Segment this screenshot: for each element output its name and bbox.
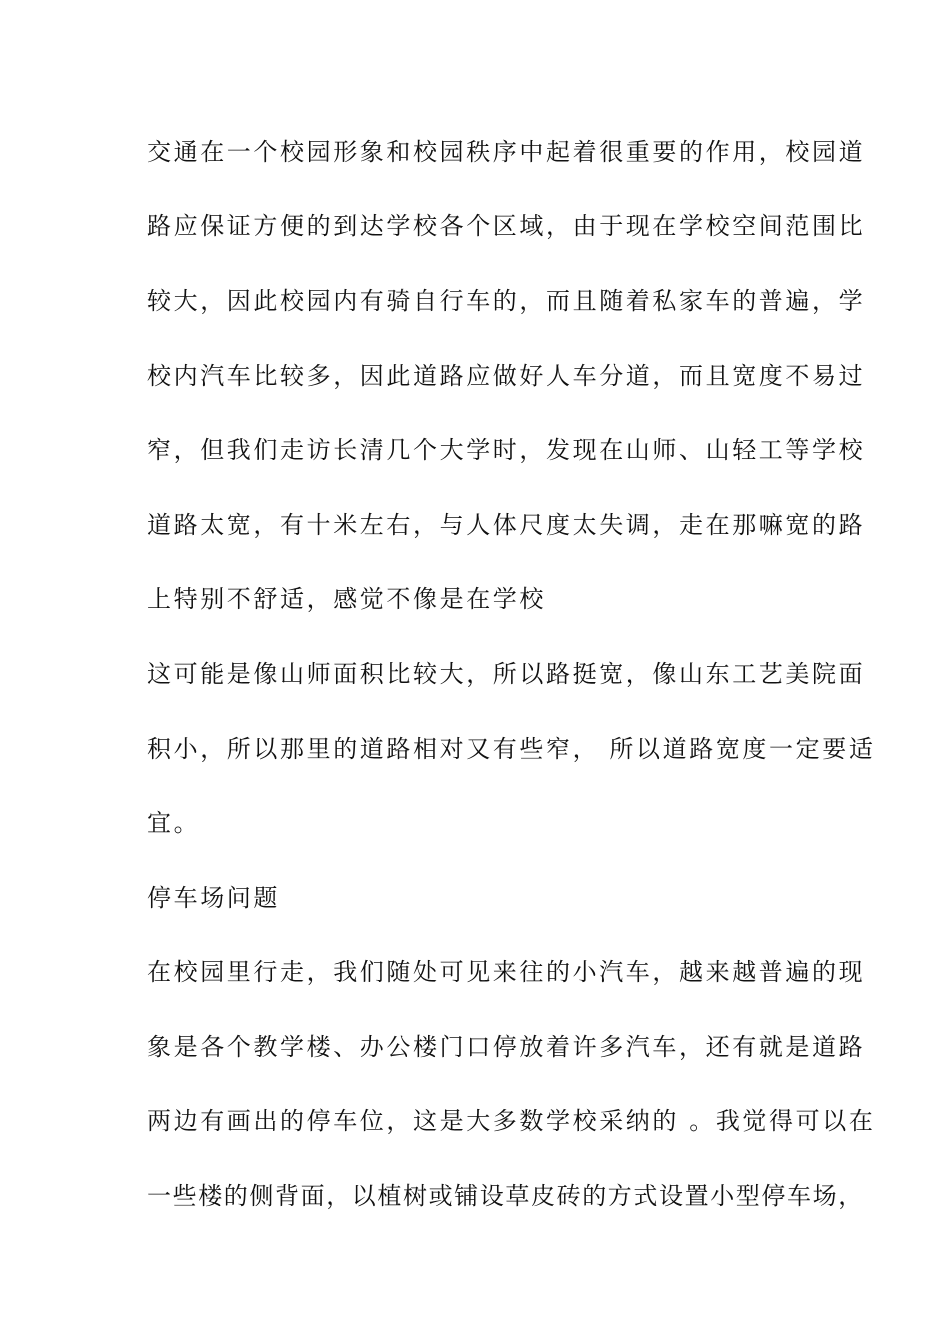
paragraph-3-line-1: 在校园里行走，我们随处可见来往的小汽车，越来越普遍的现	[147, 958, 866, 986]
paragraph-1-line-2: 路应保证方便的到达学校各个区域，由于现在学校空间范围比	[147, 212, 866, 240]
paragraph-3-line-3: 两边有画出的停车位，这是大多数学校采纳的 。我觉得可以在	[147, 1107, 876, 1135]
paragraph-2-line-3: 宜。	[147, 809, 201, 837]
paragraph-3-line-4: 一些楼的侧背面，以植树或铺设草皮砖的方式设置小型停车场，	[147, 1182, 864, 1210]
paragraph-1-line-7: 上特别不舒适，感觉不像是在学校	[147, 585, 546, 613]
section-heading: 停车场问题	[147, 884, 280, 912]
paragraph-1-line-3: 较大，因此校园内有骑自行车的，而且随着私家车的普遍，学	[147, 287, 866, 315]
paragraph-2-line-1: 这可能是像山师面积比较大，所以路挺宽，像山东工艺美院面	[147, 660, 866, 688]
paragraph-2-line-2: 积小，所以那里的道路相对又有些窄， 所以道路宽度一定要适	[147, 735, 876, 763]
paragraph-1-line-5: 窄，但我们走访长清几个大学时，发现在山师、山轻工等学校	[147, 436, 866, 464]
paragraph-3-line-2: 象是各个教学楼、办公楼门口停放着许多汽车，还有就是道路	[147, 1033, 866, 1061]
paragraph-1-line-6: 道路太宽，有十米左右，与人体尺度太失调，走在那嘛宽的路	[147, 511, 866, 539]
paragraph-1-line-4: 校内汽车比较多，因此道路应做好人车分道，而且宽度不易过	[147, 362, 866, 390]
paragraph-1-line-1: 交通在一个校园形象和校园秩序中起着很重要的作用，校园道	[147, 138, 866, 166]
